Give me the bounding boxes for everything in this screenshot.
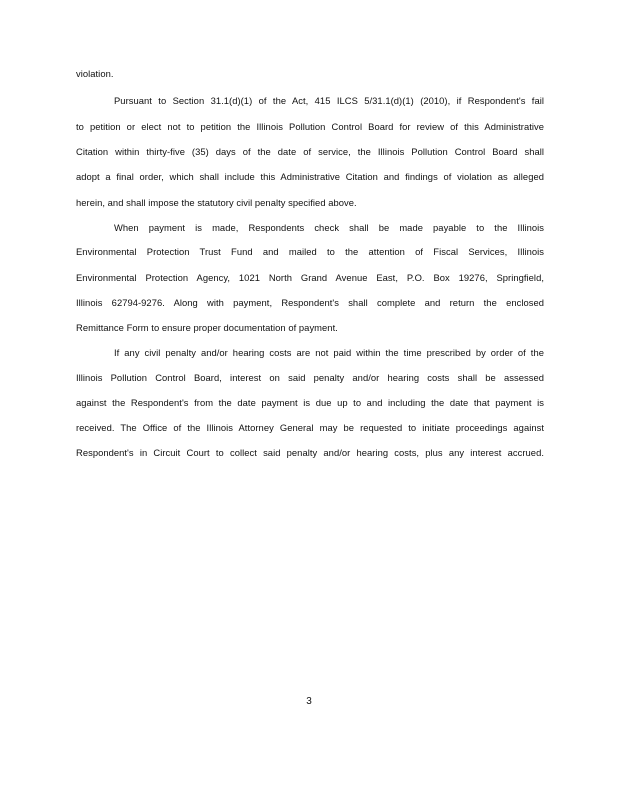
text-line: If any civil penalty and/or hearing costs are not paid within the time prescribed by order of the	[114, 347, 544, 358]
text-line: Respondent's in Circuit Court to collect said penalty and/or hearing costs, plus any interest accrued.	[76, 447, 544, 458]
text-line: against the Respondent's from the date payment is due up to and including the date that payment is	[76, 397, 544, 408]
text-line: Environmental Protection Trust Fund and mailed to the attention of Fiscal Services, Illinois	[76, 246, 544, 257]
text-line: adopt a final order, which shall include this Administrative Citation and findings of violation as alleged	[76, 171, 544, 182]
text-line: Environmental Protection Agency, 1021 North Grand Avenue East, P.O. Box 19276, Springfield,	[76, 272, 544, 283]
text-line: Citation within thirty-five (35) days of the date of service, the Illinois Pollution Control Board shall	[76, 146, 544, 157]
text-line: Pursuant to Section 31.1(d)(1) of the Act, 415 ILCS 5/31.1(d)(1) (2010), if Respondent's fail	[114, 95, 544, 106]
page-number: 3	[306, 696, 312, 707]
text-line: Illinois Pollution Control Board, interest on said penalty and/or hearing costs shall be assessed	[76, 372, 544, 383]
text-line: Illinois 62794-9276. Along with payment, Respondent's shall complete and return the enclosed	[76, 297, 544, 308]
text-line: When payment is made, Respondents check shall be made payable to the Illinois	[114, 222, 544, 233]
text-line: to petition or elect not to petition the Illinois Pollution Control Board for review of this Administrative	[76, 121, 544, 132]
text-line: received. The Office of the Illinois Attorney General may be requested to initiate proceedings against	[76, 422, 544, 433]
text-line: Remittance Form to ensure proper documentation of payment.	[76, 322, 338, 333]
text-line: violation.	[76, 68, 114, 79]
text-line: herein, and shall impose the statutory civil penalty specified above.	[76, 197, 357, 208]
